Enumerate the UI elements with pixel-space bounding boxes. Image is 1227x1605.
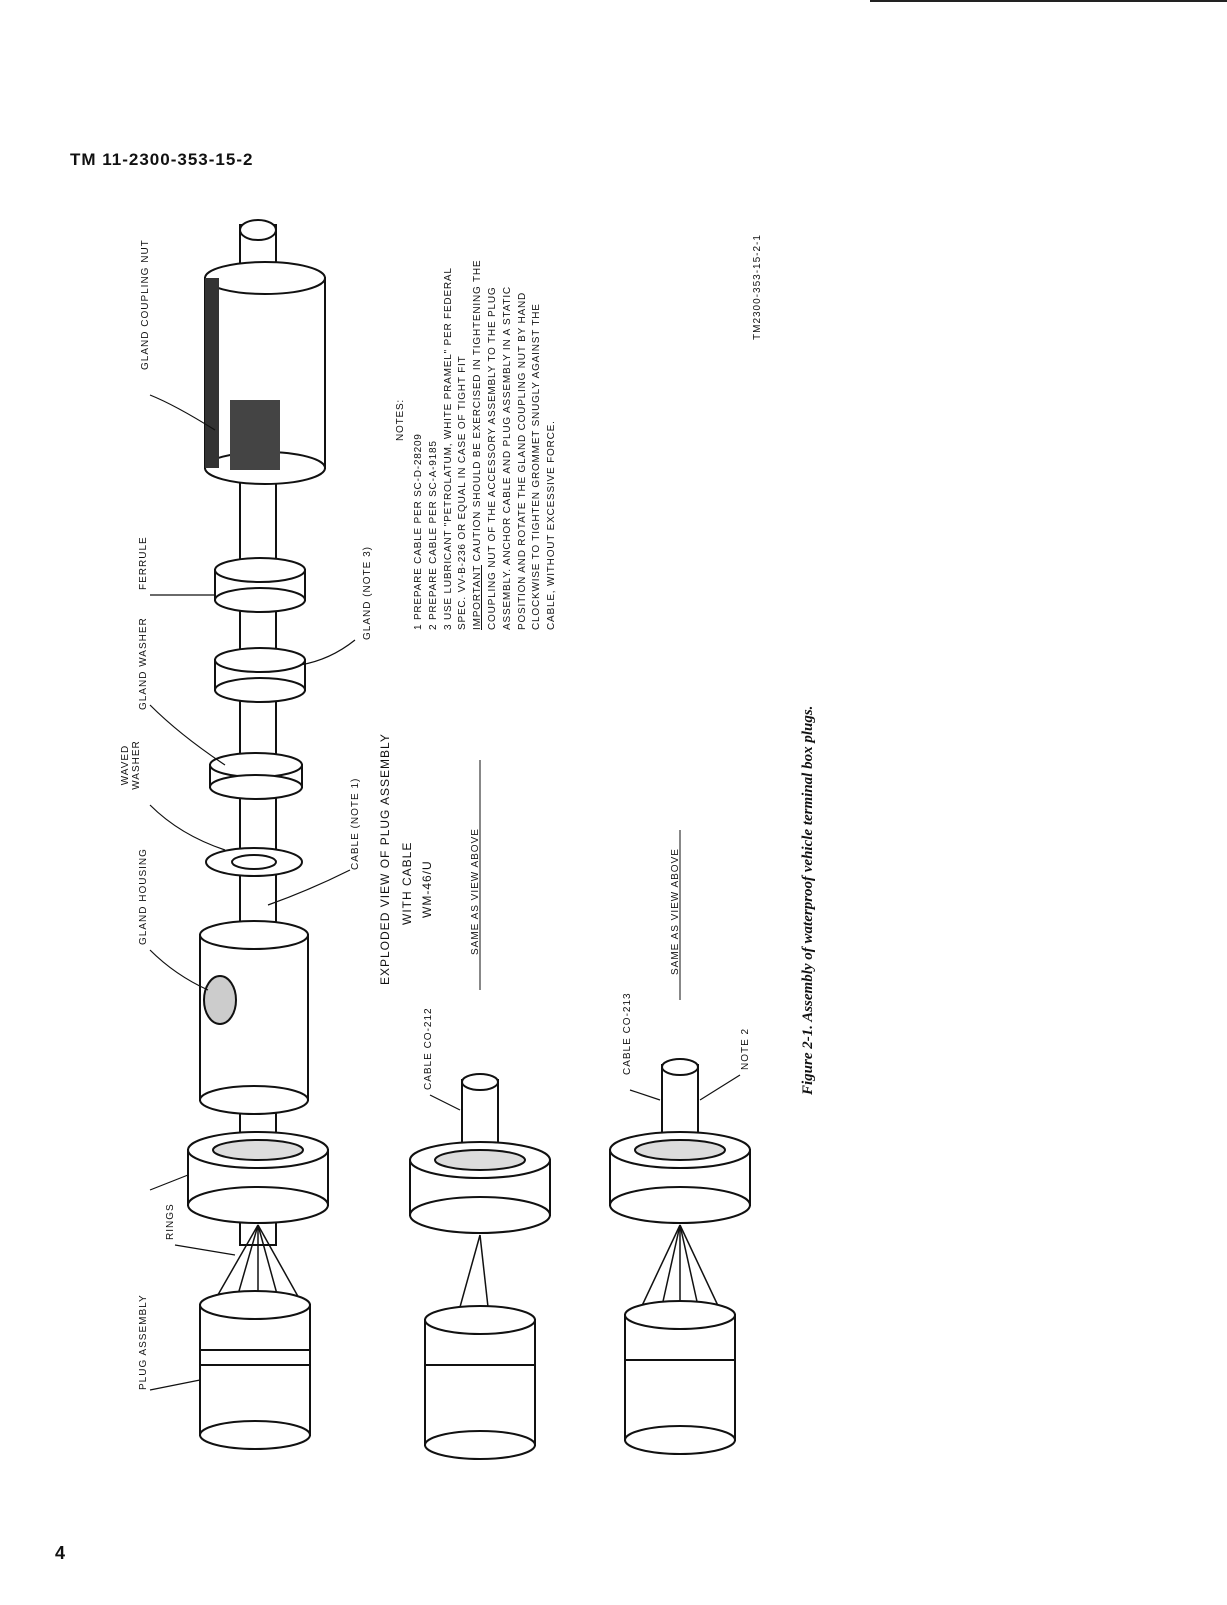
ferrule-shape	[215, 558, 305, 612]
gland-shape	[215, 648, 305, 702]
plug-assembly-co212	[425, 1306, 535, 1459]
note-line: SPEC. VV-B-236 OR EQUAL IN CASE OF TIGHT FIT	[457, 355, 469, 630]
plug-assembly-co213	[625, 1301, 735, 1454]
label-same-as-view-above-2: SAME AS VIEW ABOVE	[670, 848, 681, 975]
important-line: IMPORTANT CAUTION SHOULD BE EXERCISED IN TIGHTENING THE	[472, 259, 484, 630]
plug-assembly-main	[200, 1291, 310, 1449]
exploded-view-title-line3: WM-46/U	[420, 860, 434, 918]
important-label: IMPORTANT	[472, 565, 484, 630]
label-cable-co213: CABLE CO-213	[622, 992, 633, 1075]
important-line: POSITION AND ROTATE THE GLAND COUPLING NUT BY HAND	[516, 291, 528, 630]
document-header: TM 11-2300-353-15-2	[70, 150, 254, 169]
cable-end	[240, 220, 276, 240]
important-line: CLOCKWISE TO TIGHTEN GROMMET SNUGLY AGAINST THE	[531, 303, 543, 630]
exploded-view-title-line2: WITH CABLE	[400, 841, 414, 925]
coupling-ring-co212	[410, 1142, 550, 1233]
label-gland-washer: GLAND WASHER	[138, 617, 149, 710]
label-cable-co212: CABLE CO-212	[423, 1007, 434, 1090]
important-line: COUPLING NUT OF THE ACCESSORY ASSEMBLY TO THE PLUG	[486, 286, 498, 630]
note-line: 3 USE LUBRICANT "PETROLATUM, WHITE PRAMEL" PER FEDERAL	[442, 267, 454, 630]
gland-coupling-nut-shape	[205, 262, 325, 484]
label-waved-washer: WAVED WASHER	[120, 740, 142, 790]
exploded-view-title-line1: EXPLODED VIEW OF PLUG ASSEMBLY	[378, 733, 392, 985]
important-line: CABLE, WITHOUT EXCESSIVE FORCE.	[546, 420, 558, 630]
label-rings: RINGS	[165, 1203, 176, 1240]
label-cable-note1: CABLE (NOTE 1)	[350, 777, 361, 870]
coupling-ring-co213	[610, 1132, 750, 1223]
important-line: ASSEMBLY. ANCHOR CABLE AND PLUG ASSEMBLY IN A STATIC	[501, 286, 513, 630]
label-gland-housing: GLAND HOUSING	[138, 848, 149, 945]
gland-housing-shape	[200, 921, 308, 1114]
page-number: 4	[55, 1543, 66, 1563]
label-gland-coupling-nut: GLAND COUPLING NUT	[140, 239, 151, 370]
note-line: 2 PREPARE CABLE PER SC-A-9185	[427, 440, 439, 630]
label-note2: NOTE 2	[740, 1027, 751, 1070]
guide-lines	[480, 760, 680, 1000]
label-same-as-view-above-1: SAME AS VIEW ABOVE	[470, 828, 481, 955]
label-ferrule: FERRULE	[138, 536, 149, 590]
notes-heading: NOTES:	[395, 398, 406, 442]
label-gland-note3: GLAND (NOTE 3)	[362, 545, 373, 640]
label-plug-assembly: PLUG ASSEMBLY	[138, 1294, 149, 1390]
note-line: 1 PREPARE CABLE PER SC-D-28209	[413, 433, 424, 630]
gland-washer-shape	[210, 753, 302, 799]
drawing-number: TM2300-353-15-2-1	[752, 234, 763, 340]
figure-caption: Figure 2-1. Assembly of waterproof vehicle terminal box plugs.	[800, 705, 816, 1095]
coupling-ring-main	[188, 1132, 328, 1223]
leader-lines	[150, 395, 740, 1390]
